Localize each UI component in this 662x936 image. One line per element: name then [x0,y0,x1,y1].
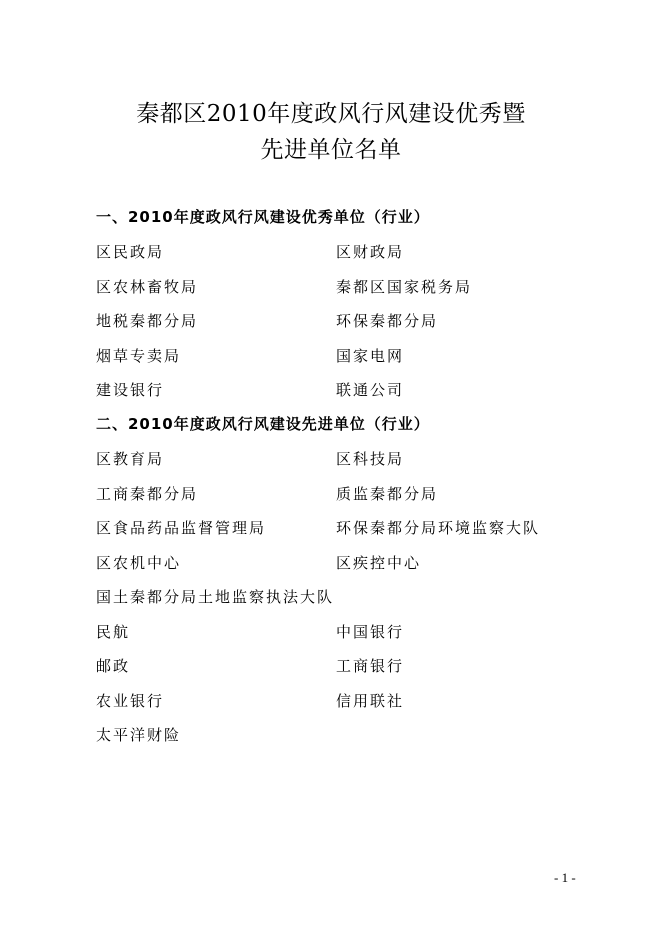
advanced-units-list [96,448,596,759]
unit-name: 工商秦都分局 [96,484,199,503]
unit-name: 工商银行 [336,657,405,675]
unit-name: 烟草专卖局 [96,346,182,365]
unit-name: 区农机中心 [96,553,182,572]
list-row [96,552,596,587]
section-heading-excellent: 一、2010年度政风行风建设优秀单位（行业） [96,208,430,226]
list-row [96,310,596,345]
list-row [96,690,596,725]
unit-name: 区教育局 [96,450,165,468]
unit-name: 区农林畜牧局 [96,277,199,296]
unit-name: 中国银行 [336,622,405,641]
unit-name: 区疾控中心 [336,553,422,572]
unit-name: 民航 [96,622,131,641]
unit-name: 联通公司 [336,381,405,399]
list-row [96,517,596,552]
unit-name: 国土秦都分局土地监察执法大队 [96,588,335,606]
unit-name: 太平洋财险 [96,726,182,744]
unit-name: 国家电网 [336,346,405,365]
unit-name: 地税秦都分局 [96,312,199,330]
unit-name: 邮政 [96,657,131,675]
list-row [96,448,596,483]
page-number: - 1 - [554,870,576,885]
list-row [96,345,596,380]
list-row [96,586,596,621]
list-row [96,241,596,276]
list-row [96,276,596,311]
unit-name: 区民政局 [96,243,165,261]
list-row [96,483,596,518]
unit-name: 区财政局 [336,243,405,261]
list-row [96,621,596,656]
unit-name: 环保秦都分局环境监察大队 [336,519,541,537]
unit-name: 信用联社 [336,691,405,710]
list-row [96,724,596,759]
unit-name: 农业银行 [96,691,165,710]
unit-name: 区科技局 [336,450,405,468]
excellent-units-list [96,241,596,414]
list-row [96,655,596,690]
unit-name: 区食品药品监督管理局 [96,519,267,537]
document-title-line-2: 先进单位名单 [260,137,402,163]
unit-name: 质监秦都分局 [336,484,439,503]
document-title-line-1: 秦都区2010年度政风行风建设优秀暨 [136,101,526,127]
unit-name: 建设银行 [96,381,165,399]
section-heading-advanced: 二、2010年度政风行风建设先进单位（行业） [96,415,430,433]
unit-name: 环保秦都分局 [336,312,439,330]
unit-name: 秦都区国家税务局 [336,277,473,296]
list-row [96,379,596,414]
